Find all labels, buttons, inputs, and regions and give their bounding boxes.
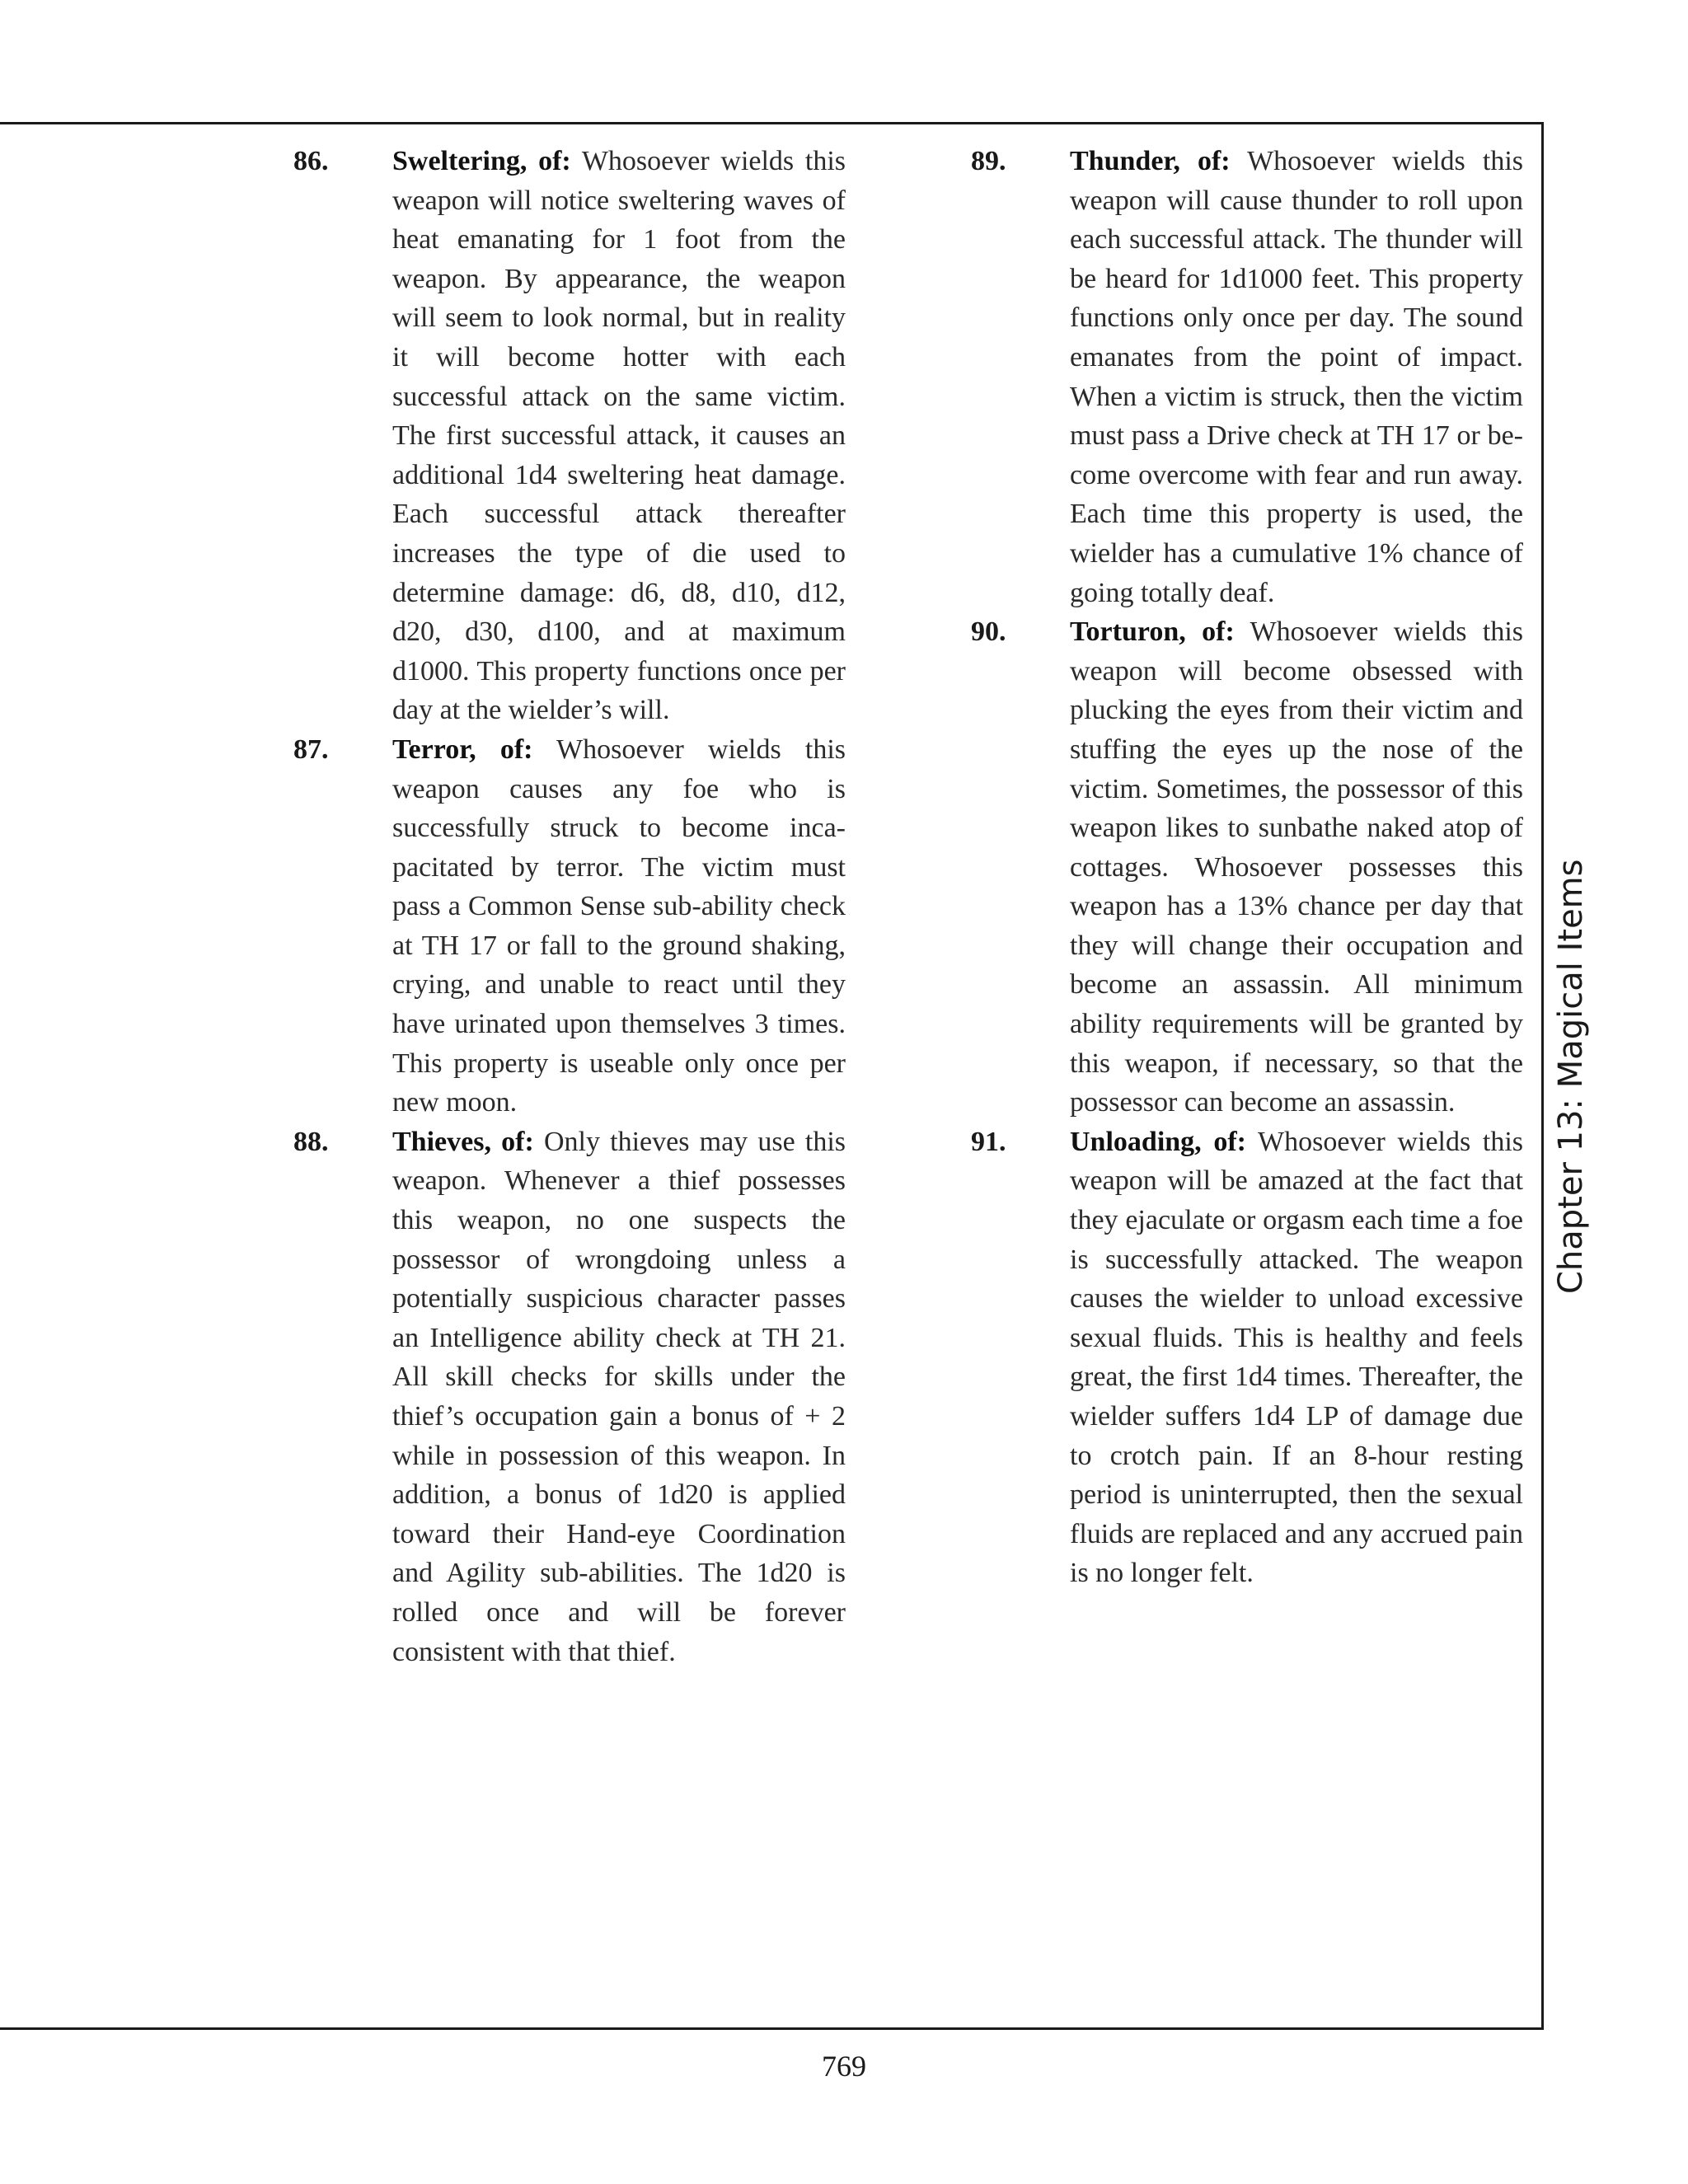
entry-title: Terror, of:	[392, 733, 533, 765]
page-frame-bottom-rule	[0, 2027, 1544, 2030]
entry-body	[1070, 1122, 1523, 1593]
entry-88	[293, 1122, 978, 1671]
left-column	[293, 142, 978, 1671]
entry-body	[1070, 142, 1523, 612]
entry-text: Whosoever wields this weapon causes any foe who is successfully struck to become incapacitated by terror. The victim must pass a Common Sense sub-ability check at TH 17 or fall to the ground shaking, crying, and unable to react until they have urinated upon themselves 3 times. This property is useable only once per new moon.	[392, 733, 846, 1118]
entry-title: Thunder, of:	[1070, 146, 1231, 176]
entry-87	[293, 730, 978, 1122]
entry-title: Sweltering, of:	[392, 146, 571, 176]
entry-body	[1070, 612, 1523, 1122]
entry-text: Whosoever wields this weapon will be amazed at the fact that they ejaculate or orgasm each time a foe is successfully attacked. The weapon causes the wielder to unload excessive sexual fluids. This is healthy and feels great, the first 1d4 times. Thereafter, the wielder suffers 1d4 LP of damage due to crotch pain. If an 8-hour resting period is uninterrupted, then the sexual fluids are replaced and any accrued pain is no longer felt.	[1070, 1126, 1523, 1589]
entry-number: 89.	[971, 146, 1006, 176]
entry-86	[293, 142, 978, 730]
entry-title: Unloading, of:	[1070, 1126, 1246, 1157]
entry-body	[392, 730, 846, 1122]
entry-89	[971, 142, 1655, 612]
entry-number: 86.	[293, 146, 329, 176]
entry-number: 90.	[971, 616, 1006, 648]
entry-text: Whosoever wields this weapon will cause thunder to roll upon each successful attack. The thunder will be heard for 1d1000 feet. This property functions only once per day. The sound emanates from the point of impact. When a victim is struck, then the victim must pass a Drive check at TH 17 or become overcome with fear and run away. Each time this property is used, the wielder has a cumulative 1% chance of going totally deaf.	[1070, 146, 1523, 608]
entry-text: Whosoever wields this weapon will become obsessed with plucking the eyes from their victim and stuffing the eyes up the nose of the victim. Sometimes, the possessor of this weapon likes to sunbathe naked atop of cottages. Whosoever possesses this weapon has a 13% chance per day that they will change their occupation and become an assassin. All minimum ability requirements will be granted by this weapon, if necessary, so that the possessor can become an assassin.	[1070, 616, 1523, 1118]
entry-body	[392, 142, 846, 730]
entry-number: 87.	[293, 733, 329, 765]
page-number: 769	[822, 2050, 866, 2083]
chapter-sidebar-title: Chapter 13: Magical Items	[1552, 859, 1590, 1294]
entry-number: 88.	[293, 1126, 329, 1157]
entry-title: Torturon, of:	[1070, 616, 1235, 648]
entry-title: Thieves, of:	[392, 1126, 534, 1157]
entry-number: 91.	[971, 1126, 1006, 1157]
entry-body	[392, 1122, 846, 1671]
entry-text: Only thieves may use this weapon. Whenever a thief possesses this weapon, no one suspects the possessor of wrongdoing unless a potentially suspicious character passes an Intelligence ability check at TH 21. All skill checks for skills under the thief’s occupation gain a bonus of + 2 while in possession of this weapon. In addition, a bonus of 1d20 is applied toward their Hand-eye Coordination and Agility sub-abilities. The 1d20 is rolled once and will be forever consistent with that thief.	[392, 1126, 846, 1667]
entry-text: Whosoever wields this weapon will notice sweltering waves of heat emanating for 1 foot from the weapon. By appearance, the weapon will seem to look normal, but in reality it will become hotter with each successful attack on the same victim. The first successful attack, it causes an additional 1d4 sweltering heat damage. Each successful attack thereafter increases the type of die used to determine damage: d6, d8, d10, d12, d20, d30, d100, and at maximum d1000. This property functions once per day at the wielder’s will.	[392, 146, 846, 726]
page-frame-top-rule	[0, 122, 1544, 124]
